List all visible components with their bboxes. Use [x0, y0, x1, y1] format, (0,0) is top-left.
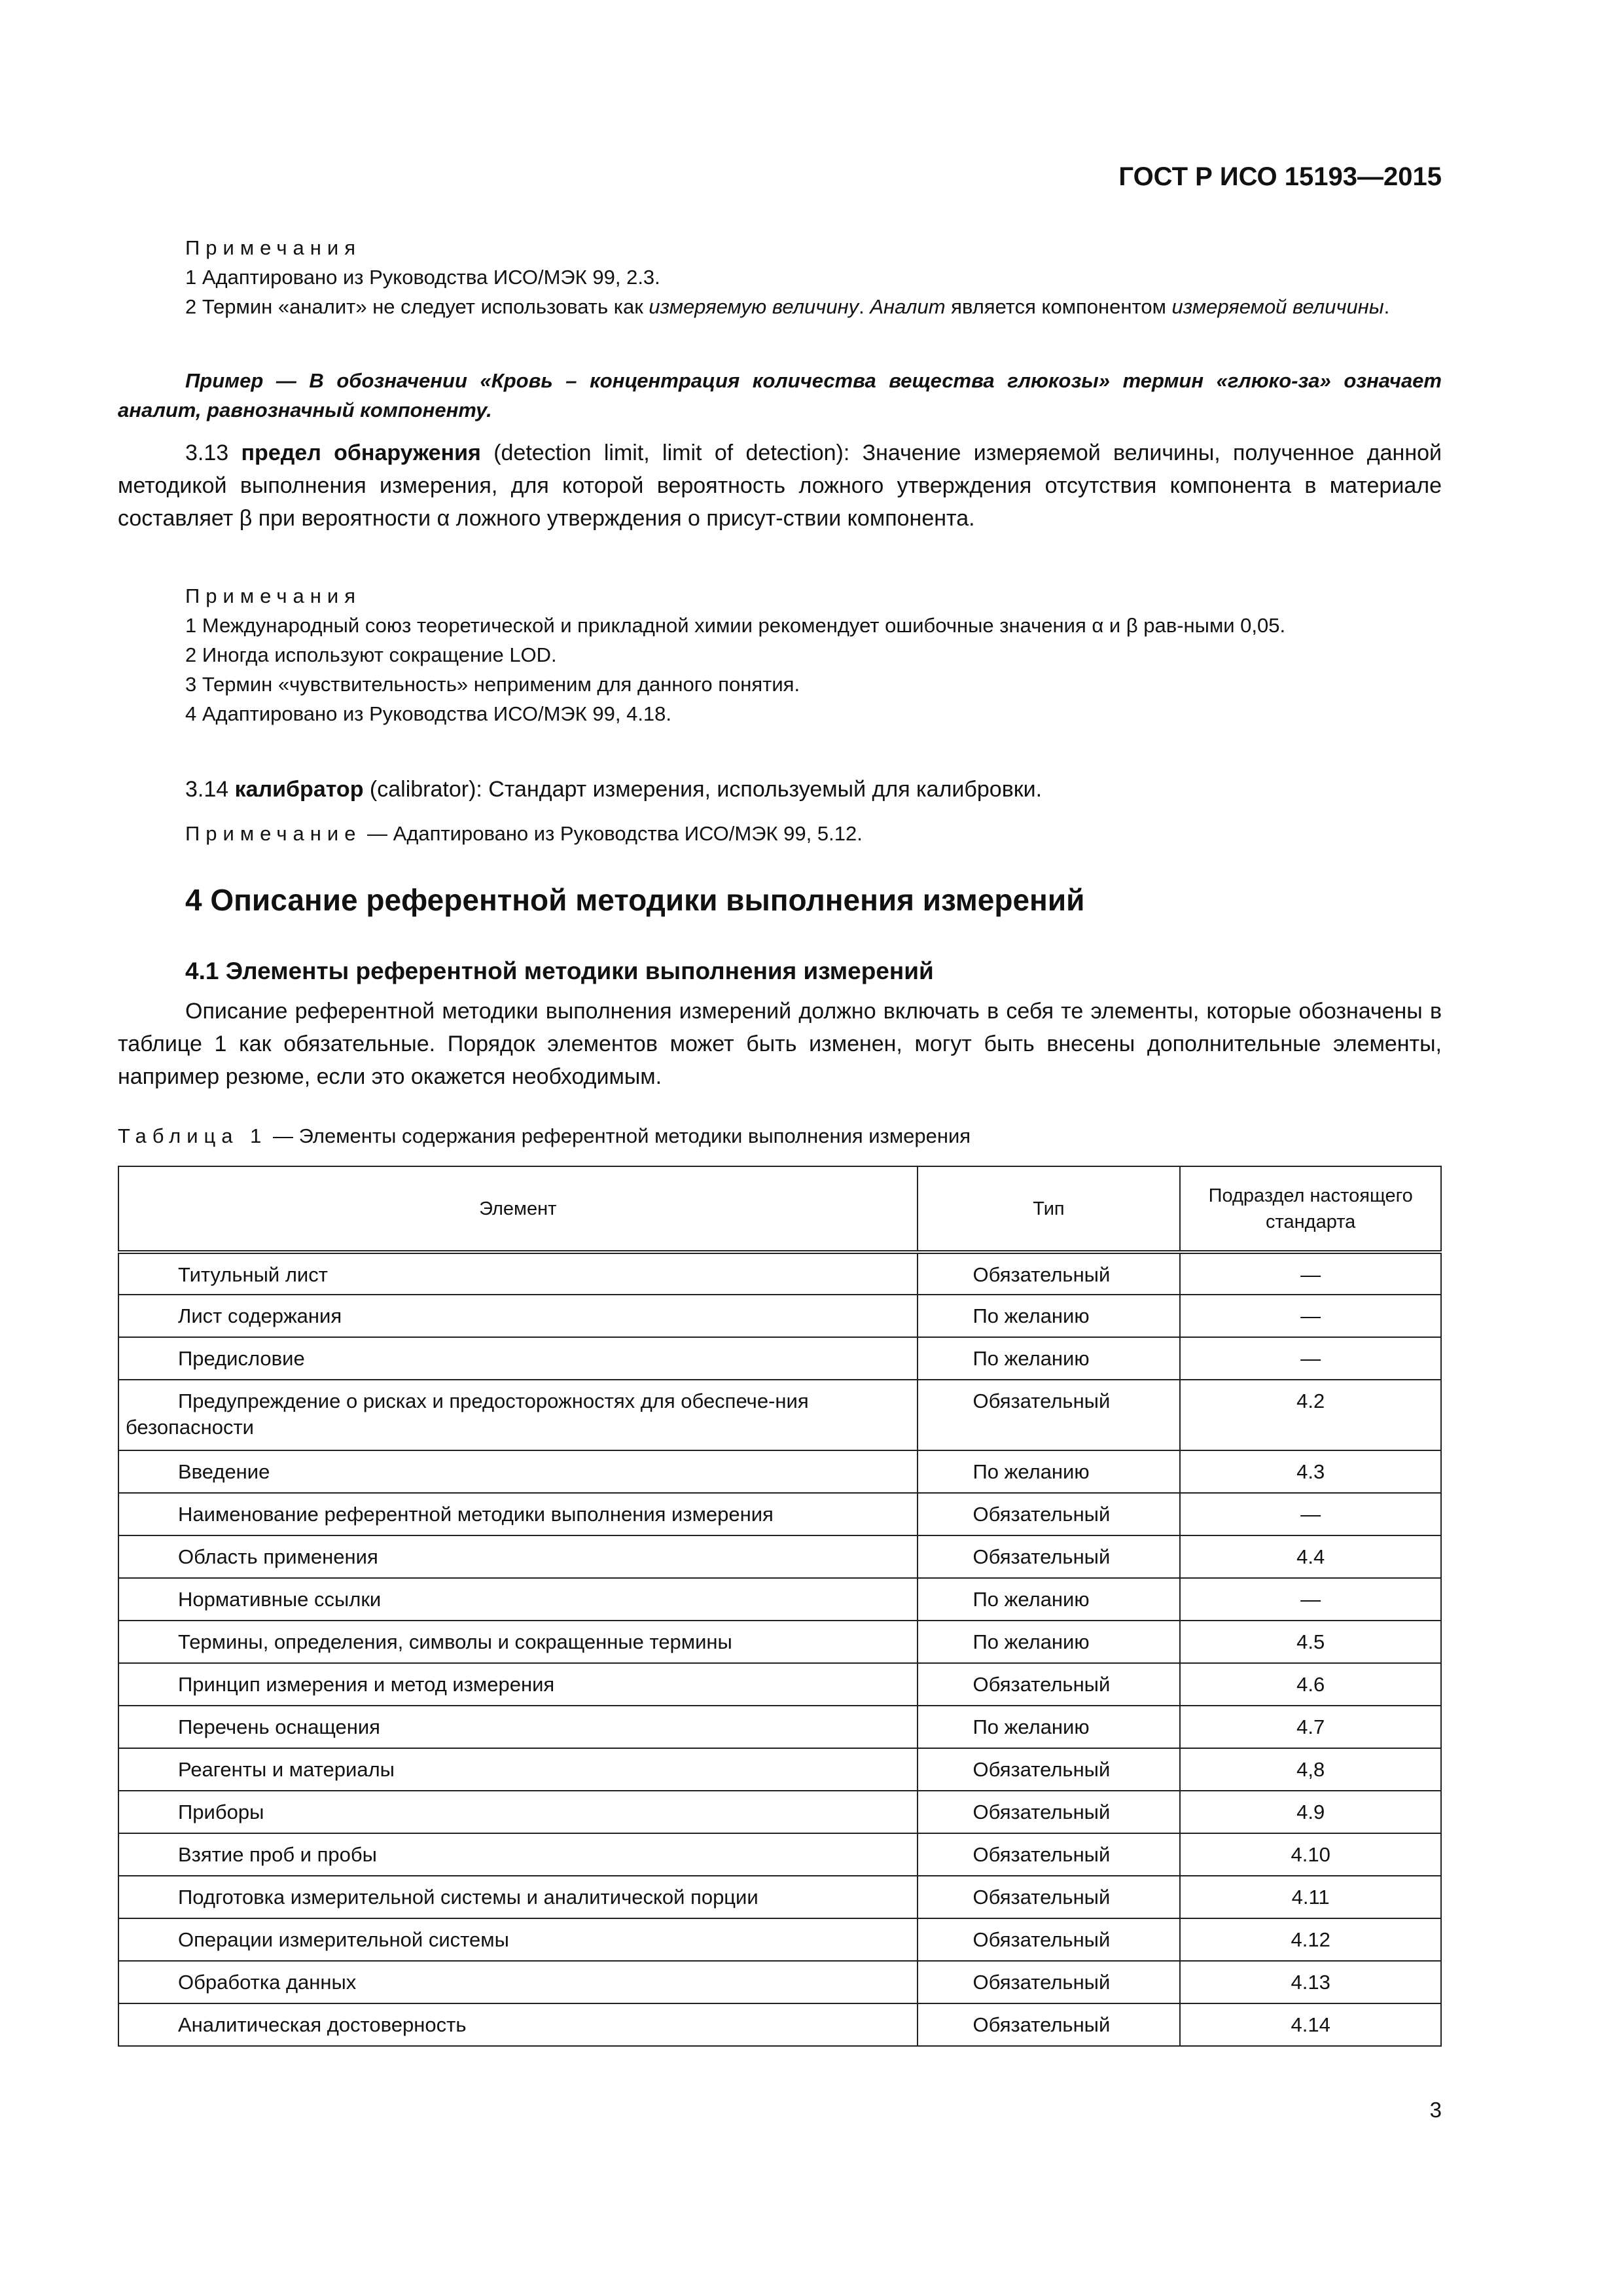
subsection-cell: 4.12 — [1180, 1918, 1441, 1961]
section-4-heading: 4 Описание референтной методики выполнения измерений — [185, 883, 1085, 917]
table-row — [118, 1748, 1441, 1791]
notes-block-3-13 — [118, 581, 1442, 728]
element-cell: Нормативные ссылки — [118, 1578, 918, 1621]
document-id-header: ГОСТ Р ИСО 15193—2015 — [1118, 162, 1442, 191]
note-italic: измеряемую величину — [649, 295, 859, 318]
type-cell: Обязательный — [918, 1493, 1181, 1535]
term-definition: (calibrator): Стандарт измерения, используемый для калибровки. — [363, 777, 1043, 802]
table-row — [118, 1876, 1441, 1918]
type-cell: Обязательный — [918, 1961, 1181, 2003]
note-3-14 — [118, 819, 1442, 848]
element-cell: Предупреждение о рисках и предосторожностях для обеспече-ния безопасности — [118, 1380, 918, 1450]
term-3-14 — [118, 773, 1442, 806]
type-cell: Обязательный — [918, 1252, 1181, 1295]
note-text: является компонентом — [945, 295, 1172, 318]
header-subsection: Подраздел настоящего стандарта — [1180, 1166, 1441, 1252]
type-cell: Обязательный — [918, 1380, 1181, 1450]
table-row — [118, 1918, 1441, 1961]
subsection-cell: 4.9 — [1180, 1791, 1441, 1833]
note-4: 4 Адаптировано из Руководства ИСО/МЭК 99, 4.18. — [185, 702, 672, 725]
note-1: 1 Адаптировано из Руководства ИСО/МЭК 99, 2.3. — [185, 266, 660, 289]
note-text: — Адаптировано из Руководства ИСО/МЭК 99, 5.12. — [361, 822, 863, 845]
subsection-cell: 4.7 — [1180, 1706, 1441, 1748]
element-cell: Взятие проб и пробы — [118, 1833, 918, 1876]
header-type: Тип — [918, 1166, 1181, 1252]
subsection-cell: 4.2 — [1180, 1380, 1441, 1450]
table-header-row — [118, 1166, 1441, 1252]
caption-text: — Элементы содержания референтной методики выполнения измерения — [267, 1124, 971, 1147]
table-row — [118, 1493, 1441, 1535]
subsection-cell: 4.6 — [1180, 1663, 1441, 1706]
element-cell: Область применения — [118, 1535, 918, 1578]
element-cell: Титульный лист — [118, 1252, 918, 1295]
subsection-cell: 4,8 — [1180, 1748, 1441, 1791]
subsection-cell: 4.14 — [1180, 2003, 1441, 2046]
type-cell: Обязательный — [918, 1663, 1181, 1706]
note-2 — [118, 292, 1442, 321]
element-cell: Наименование референтной методики выполнения измерения — [118, 1493, 918, 1535]
table-row — [118, 1663, 1441, 1706]
subsection-cell: 4.11 — [1180, 1876, 1441, 1918]
term-name: калибратор — [234, 777, 364, 802]
type-cell: Обязательный — [918, 1876, 1181, 1918]
element-cell: Операции измерительной системы — [118, 1918, 918, 1961]
section-4-1-text: Описание референтной методики выполнения измерений должно включать в себя те элементы, которые обозначены в таблице 1 как обязательные. Порядок элементов может быть изменен, могут быть внесены дополнительные элементы, например резюме, если это окажется необходимым. — [118, 999, 1442, 1089]
subsection-cell: — — [1180, 1493, 1441, 1535]
type-cell: По желанию — [918, 1621, 1181, 1663]
term-definition: (detection limit, limit of detection): Значение измеряемой величины, полученное данной методикой выполнения измерения, для которой вероятность ложного утверждения отсутствия компонента в материале составляет β при вероятности α ложного утверждения о присут-ствии компонента. — [118, 440, 1442, 531]
note-2: 2 Иногда используют сокращение LOD. — [185, 643, 557, 666]
type-cell: По желанию — [918, 1706, 1181, 1748]
page-number: 3 — [1429, 2098, 1442, 2122]
type-cell: Обязательный — [918, 2003, 1181, 2046]
term-number: 3.14 — [185, 777, 235, 802]
element-cell: Обработка данных — [118, 1961, 918, 2003]
element-cell: Введение — [118, 1450, 918, 1493]
note-text: 2 Термин «аналит» не следует использовать как — [185, 295, 649, 318]
note-italic: измеряемой величины — [1171, 295, 1384, 318]
table-row — [118, 1706, 1441, 1748]
table-row — [118, 1535, 1441, 1578]
type-cell: По желанию — [918, 1295, 1181, 1337]
subsection-cell: 4.3 — [1180, 1450, 1441, 1493]
caption-label: Таблица 1 — [118, 1124, 268, 1147]
subsection-cell: — — [1180, 1578, 1441, 1621]
element-cell: Реагенты и материалы — [118, 1748, 918, 1791]
table-row — [118, 1833, 1441, 1876]
element-cell: Перечень оснащения — [118, 1706, 918, 1748]
element-cell: Лист содержания — [118, 1295, 918, 1337]
note-text: . — [859, 295, 870, 318]
type-cell: Обязательный — [918, 1833, 1181, 1876]
type-cell: По желанию — [918, 1578, 1181, 1621]
table-caption — [118, 1121, 1442, 1151]
table-row — [118, 1578, 1441, 1621]
table-row — [118, 1252, 1441, 1295]
note-italic: Аналит — [870, 295, 946, 318]
type-cell: Обязательный — [918, 1748, 1181, 1791]
note-1: 1 Международный союз теоретической и прикладной химии рекомендует ошибочные значения α и β рав-ными 0,05. — [185, 614, 1286, 637]
notes-block-3-12 — [118, 233, 1442, 321]
element-cell: Предисловие — [118, 1337, 918, 1380]
header-element: Элемент — [118, 1166, 918, 1252]
term-name: предел обнаружения — [241, 440, 481, 465]
elements-table — [118, 1166, 1442, 2047]
subsection-cell: — — [1180, 1252, 1441, 1295]
table-row — [118, 1961, 1441, 2003]
table-row — [118, 1295, 1441, 1337]
subsection-cell: 4.4 — [1180, 1535, 1441, 1578]
notes-title: Примечания — [185, 584, 361, 607]
note-label: Примечание — [185, 822, 362, 845]
element-cell: Термины, определения, символы и сокращенные термины — [118, 1621, 918, 1663]
type-cell: Обязательный — [918, 1918, 1181, 1961]
subsection-cell: 4.13 — [1180, 1961, 1441, 2003]
type-cell: Обязательный — [918, 1535, 1181, 1578]
type-cell: Обязательный — [918, 1791, 1181, 1833]
section-4-1-heading: 4.1 Элементы референтной методики выполнения измерений — [185, 958, 934, 984]
table-row — [118, 1380, 1441, 1450]
subsection-cell: — — [1180, 1295, 1441, 1337]
subsection-cell: 4.5 — [1180, 1621, 1441, 1663]
element-cell: Приборы — [118, 1791, 918, 1833]
table-row — [118, 1791, 1441, 1833]
term-number: 3.13 — [185, 440, 241, 465]
example: Пример — В обозначении «Кровь – концентрация количества вещества глюкозы» термин «глюко-за» означает аналит, равнозначный компоненту. — [118, 369, 1442, 422]
table-row — [118, 2003, 1441, 2046]
element-cell: Аналитическая достоверность — [118, 2003, 918, 2046]
term-3-13 — [118, 437, 1442, 535]
table-row — [118, 1337, 1441, 1380]
type-cell: По желанию — [918, 1337, 1181, 1380]
table-row — [118, 1621, 1441, 1663]
note-3: 3 Термин «чувствительность» неприменим для данного понятия. — [185, 673, 800, 696]
element-cell: Подготовка измерительной системы и аналитической порции — [118, 1876, 918, 1918]
subsection-cell: — — [1180, 1337, 1441, 1380]
type-cell: По желанию — [918, 1450, 1181, 1493]
element-cell: Принцип измерения и метод измерения — [118, 1663, 918, 1706]
table-row — [118, 1450, 1441, 1493]
subsection-cell: 4.10 — [1180, 1833, 1441, 1876]
note-text: . — [1383, 295, 1390, 318]
notes-title: Примечания — [185, 236, 361, 259]
